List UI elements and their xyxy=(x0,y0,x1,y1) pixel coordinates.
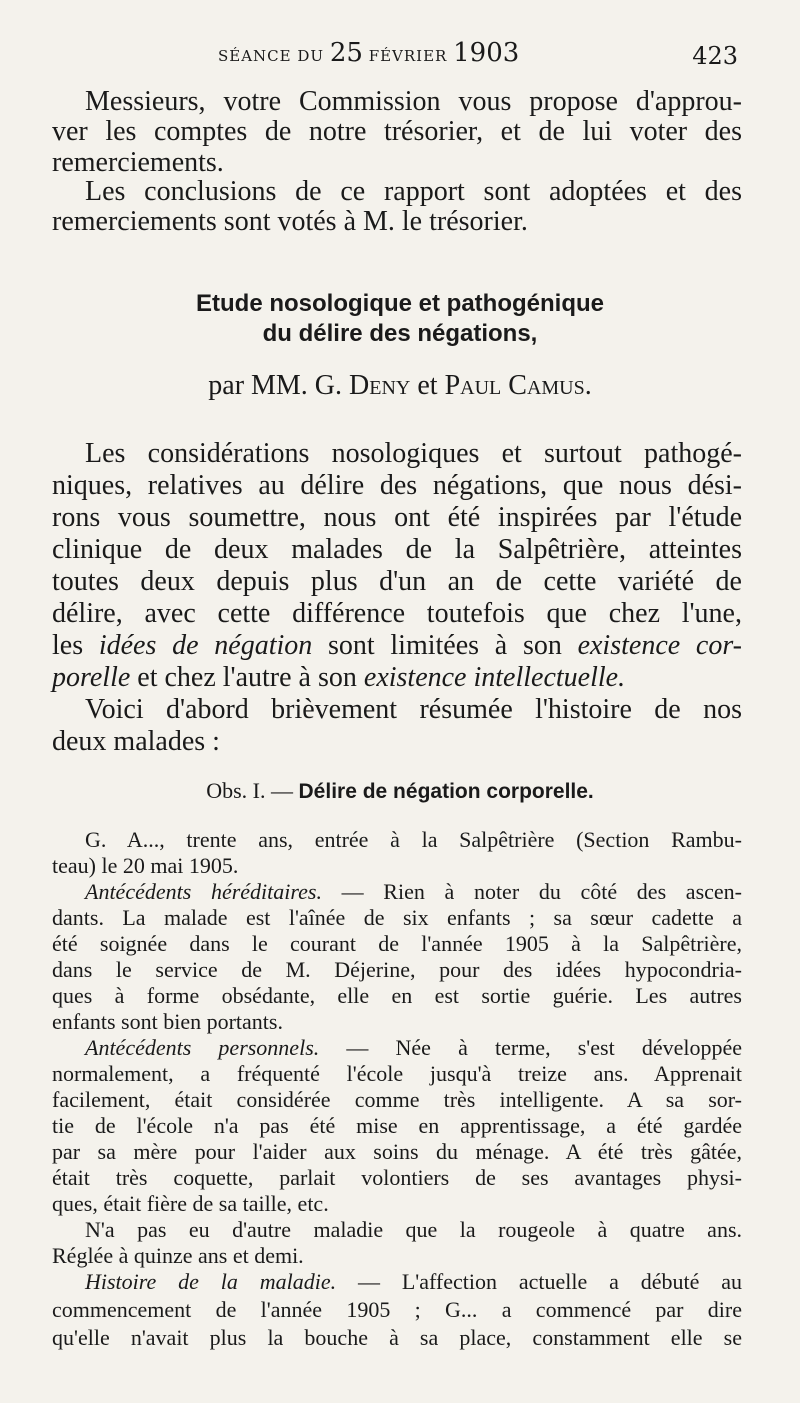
paragraph-line: N'a pas eu d'autre maladie que la rougeole à quatre ans. xyxy=(85,1217,742,1242)
paragraph-line: normalement, a fréquenté l'école jusqu'à treize ans. Apprenait xyxy=(52,1061,742,1086)
paragraph-line: Voici d'abord brièvement résumée l'histoire de nos xyxy=(85,694,742,725)
paragraph-line: été soignée dans le courant de l'année 1905 à la Salpêtrière, xyxy=(52,931,742,956)
paragraph-line: enfants sont bien portants. xyxy=(52,1009,283,1034)
paragraph-line: était très coquette, parlait volontiers de ses avantages physi- xyxy=(52,1165,742,1190)
paragraph-line: Les considérations nosologiques et surtout pathogé- xyxy=(85,438,742,469)
paragraph-line: les idées de négation sont limitées à son existence cor- xyxy=(52,630,742,661)
paragraph-line: Antécédents personnels. — Née à terme, s'est développée xyxy=(85,1035,742,1060)
paragraph-line: remerciements sont votés à M. le trésorier. xyxy=(52,206,528,237)
paragraph-line: ver les comptes de notre trésorier, et de lui voter des xyxy=(52,116,742,147)
paragraph-line: porelle et chez l'autre à son existence intellectuelle. xyxy=(52,662,626,693)
paragraph-line: par sa mère pour l'aider aux soins du ménage. A été très gâtée, xyxy=(52,1139,742,1164)
paragraph-line: ques à forme obsédante, elle en est sortie guérie. Les autres xyxy=(52,983,742,1008)
paragraph-line: clinique de deux malades de la Salpêtrière, atteintes xyxy=(52,534,742,565)
paragraph-line: dants. La malade est l'aînée de six enfants ; sa sœur cadette a xyxy=(52,905,742,930)
paragraph-line: ques, était fière de sa taille, etc. xyxy=(52,1191,329,1216)
paragraph-line: Antécédents héréditaires. — Rien à noter du côté des ascen- xyxy=(85,879,742,904)
running-head: SÉANCE DU 25 FÉVRIER 1903 xyxy=(218,38,520,68)
paragraph-line: remerciements. xyxy=(52,147,224,178)
paragraph-line: tie de l'école n'a pas été mise en apprentissage, a été gardée xyxy=(52,1113,742,1138)
page-number: 423 xyxy=(692,42,738,70)
paragraph-line: dans le service de M. Déjerine, pour des idées hypocondria- xyxy=(52,957,742,982)
article-title-line2: du délire des négations, xyxy=(262,320,538,347)
paragraph-line: Réglée à quinze ans et demi. xyxy=(52,1243,304,1268)
paragraph-line: rons vous soumettre, nous ont été inspirées par l'étude xyxy=(52,502,742,533)
byline: par MM. G. Deny et Paul Camus. xyxy=(208,370,592,401)
paragraph-line: G. A..., trente ans, entrée à la Salpêtrière (Section Rambu- xyxy=(85,827,742,852)
paragraph-line: Messieurs, votre Commission vous propose d'approu- xyxy=(85,86,742,117)
paragraph-line: qu'elle n'avait plus la bouche à sa place, constamment elle se xyxy=(52,1325,742,1350)
article-title-line1: Etude nosologique et pathogénique xyxy=(196,290,604,317)
paragraph-line: deux malades : xyxy=(52,726,220,757)
paragraph-line: toutes deux depuis plus d'un an de cette variété de xyxy=(52,566,742,597)
page-header xyxy=(0,38,800,78)
paragraph-line: niques, relatives au délire des négations, que nous dési- xyxy=(52,470,742,501)
paragraph-line: Les conclusions de ce rapport sont adoptées et des xyxy=(85,176,742,207)
paragraph-line: délire, avec cette différence toutefois que chez l'une, xyxy=(52,598,742,629)
paragraph-line: teau) le 20 mai 1905. xyxy=(52,853,239,878)
paragraph-line: facilement, était considérée comme très intelligente. A sa sor- xyxy=(52,1087,742,1112)
paragraph-line: Histoire de la maladie. — L'affection actuelle a débuté au xyxy=(85,1269,742,1294)
observation-heading: Obs. I. — Délire de négation corporelle. xyxy=(206,778,594,803)
paragraph-line: commencement de l'année 1905 ; G... a commencé par dire xyxy=(52,1297,742,1322)
